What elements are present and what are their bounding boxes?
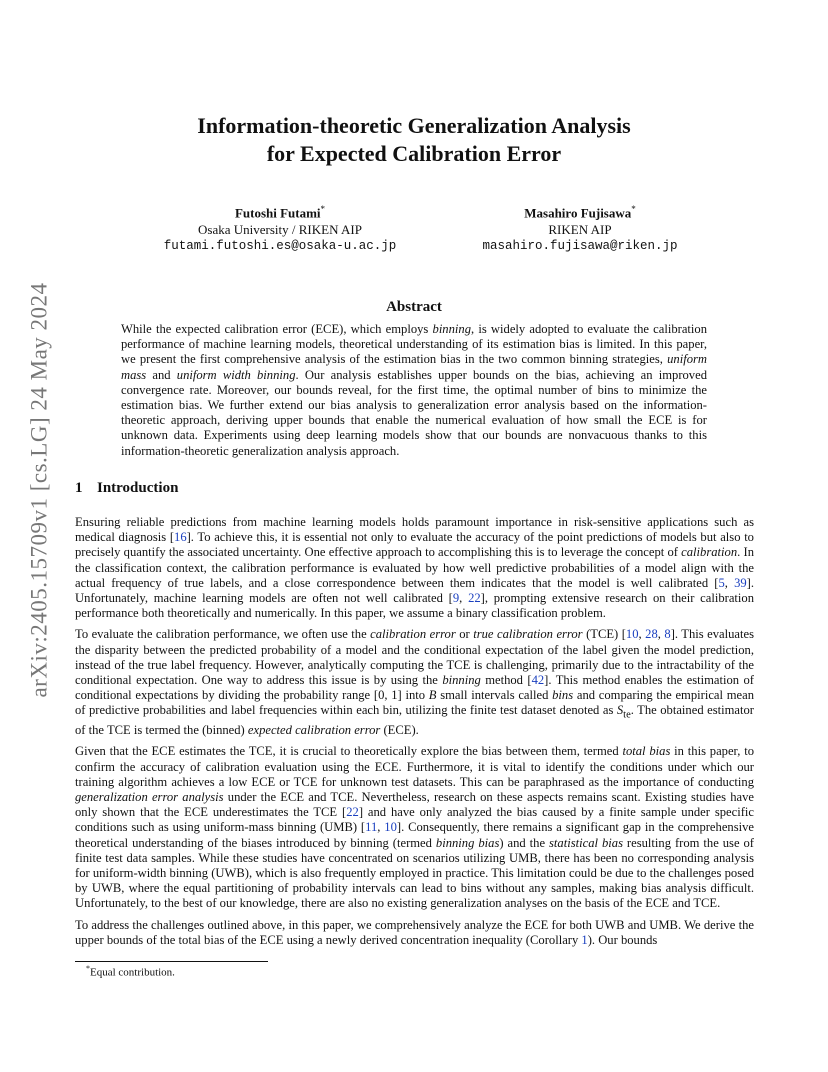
section-heading — [75, 480, 178, 497]
author-email[interactable]: masahiro.fujisawa@riken.jp — [482, 239, 678, 254]
title-line-2: for Expected Calibration Error — [266, 141, 562, 166]
author-name: Masahiro Fujisawa* — [524, 204, 636, 221]
paper-title — [0, 112, 828, 168]
abstract-text: While the expected calibration error (ECE), which employs binning, is widely adopted to evaluate the calibration performance of machine learning models, theoretical understanding of its estimation bias is limited. In this paper, we present the first comprehensive analysis of the estimation bias in the two common binning strategies, uniform mass and uniform width binning. Our analysis establishes upper bounds on the bias, achieving an improved convergence rate. Moreover, our bounds reveal, for the first time, the optimal number of bins to minimize the estimation bias. We further extend our bias analysis to generalization error analysis based on the information-theoretic approach, deriving upper bounds that enable the numerical evaluation of how small the ECE is for unknown data. Experiments using deep learning models show that our bounds are nonvacuous thanks to this information-theoretic generalization analysis approach. — [121, 322, 707, 458]
paragraph: Ensuring reliable predictions from machine learning models holds paramount importance in risk-sensitive applications such as medical diagnosis [16]. To achieve this, it is essential not only to evaluate the accuracy of the point predictions of models but also to precisely quantify the associated uncertainty. One effective approach to accomplishing this is to leverage the concept of calibration. In the classification context, the calibration performance is evaluated by how well predictive probabilities of a model align with the actual frequency of true labels, and a close correspondence between them indicates that the model is well calibrated [5, 39]. Unfortunately, machine learning models are often not well calibrated [9, 22], prompting extensive research on their calibration performance both theoretically and numerically. In this paper, we assume a binary classification problem. — [75, 515, 754, 621]
author-block-2 — [430, 201, 730, 255]
section-number: 1 — [75, 480, 83, 496]
citation-link[interactable]: 11 — [365, 820, 378, 835]
author-email[interactable]: futami.futoshi.es@osaka-u.ac.jp — [163, 239, 397, 254]
citation-link[interactable]: 9 — [452, 591, 460, 606]
citation-link[interactable]: 39 — [734, 575, 747, 590]
citation-link[interactable]: 22 — [346, 805, 359, 820]
author-block-1 — [130, 201, 430, 255]
paragraph: To evaluate the calibration performance, we often use the calibration error or true calibration error (TCE) [10, 28, 8]. This evaluates the disparity between the predicted probability of a model and the conditional expectation of the label given the model prediction, instead of the true label frequency. However, analytically computing the TCE is challenging, primarily due to the intractability of the conditional expectation. One way to address this issue is by using the binning method [42]. This method enables the estimation of conditional expectations by dividing the probability range [0, 1] into B small intervals called bins and comparing the empirical mean of predictive probabilities and label frequencies within each bin, utilizing the finite test dataset denoted as $S_{te}$. The obtained estimator of the TCE is termed the (binned) expected calibration error (ECE). — [75, 627, 755, 738]
citation-link[interactable]: 42 — [531, 673, 545, 688]
paragraph: Given that the ECE estimates the TCE, it is crucial to theoretically explore the bias between them, termed total bias in this paper, to confirm the accuracy of calibration evaluation using the ECE. Furthermore, it is vital to identify the conditions under which our training algorithm achieves a low ECE or TCE for unknown test datasets. This can be paraphrased as the importance of conducting generalization error analysis under the ECE and TCE. Nevertheless, research on these aspects remains scant. Existing studies have only shown that the ECE underestimates the TCE [22] and have only analyzed the bias caused by a finite sample under specific conditions such as using uniform-mass binning (UMB) [11, 10]. Consequently, there remains a significant gap in the comprehensive theoretical understanding of the biases introduced by binning (termed binning bias) and the statistical bias resulting from the use of finite test data samples. While these studies have concentrated on scenarios utilizing UMB, there has been no corresponding analysis for uniform-width binning (UWB), which is also frequently employed in practice. This limitation could be due to the challenges posed by UWB, where the equal partitioning of probability intervals can lead to bins without any samples, making bias analysis difficult. Unfortunately, to the best of our knowledge, there are also no existing generalization analyses on the basis of the ECE and TCE. — [75, 744, 755, 911]
title-line-1: Information-theoretic Generalization Analysis — [197, 113, 631, 138]
footnote: *Equal contribution. — [86, 964, 175, 979]
arxiv-side-stamp — [23, 280, 57, 700]
introduction-body — [75, 515, 754, 954]
citation-link[interactable]: 5 — [718, 575, 725, 590]
author-affiliation: RIKEN AIP — [548, 222, 612, 238]
arxiv-identifier: arXiv:2405.15709v1 [cs.LG] 24 May 2024 — [27, 282, 52, 698]
citation-link[interactable]: 10 — [625, 627, 639, 642]
section-title: Introduction — [97, 480, 179, 496]
paragraph: To address the challenges outlined above, in this paper, we comprehensively analyze the ECE for both UWB and UMB. We derive the upper bounds of the total bias of the ECE using a newly derived concentration inequality (Corollary 1). Our bounds — [75, 917, 754, 947]
citation-link[interactable]: 28 — [645, 627, 658, 642]
citation-link[interactable]: 22 — [468, 591, 481, 606]
math-interval: [0, 1] — [373, 688, 402, 703]
math-variable: S — [616, 703, 624, 718]
citation-link[interactable]: 16 — [174, 530, 187, 545]
citation-link[interactable]: 10 — [384, 820, 397, 835]
footnote-rule — [75, 961, 268, 962]
author-name: Futoshi Futami* — [234, 204, 326, 221]
math-variable: B — [428, 688, 437, 703]
author-affiliation: Osaka University / RIKEN AIP — [198, 222, 362, 238]
corollary-link[interactable]: 1 — [581, 932, 588, 947]
abstract-heading: Abstract — [386, 299, 442, 315]
citation-link[interactable]: 8 — [664, 627, 671, 642]
